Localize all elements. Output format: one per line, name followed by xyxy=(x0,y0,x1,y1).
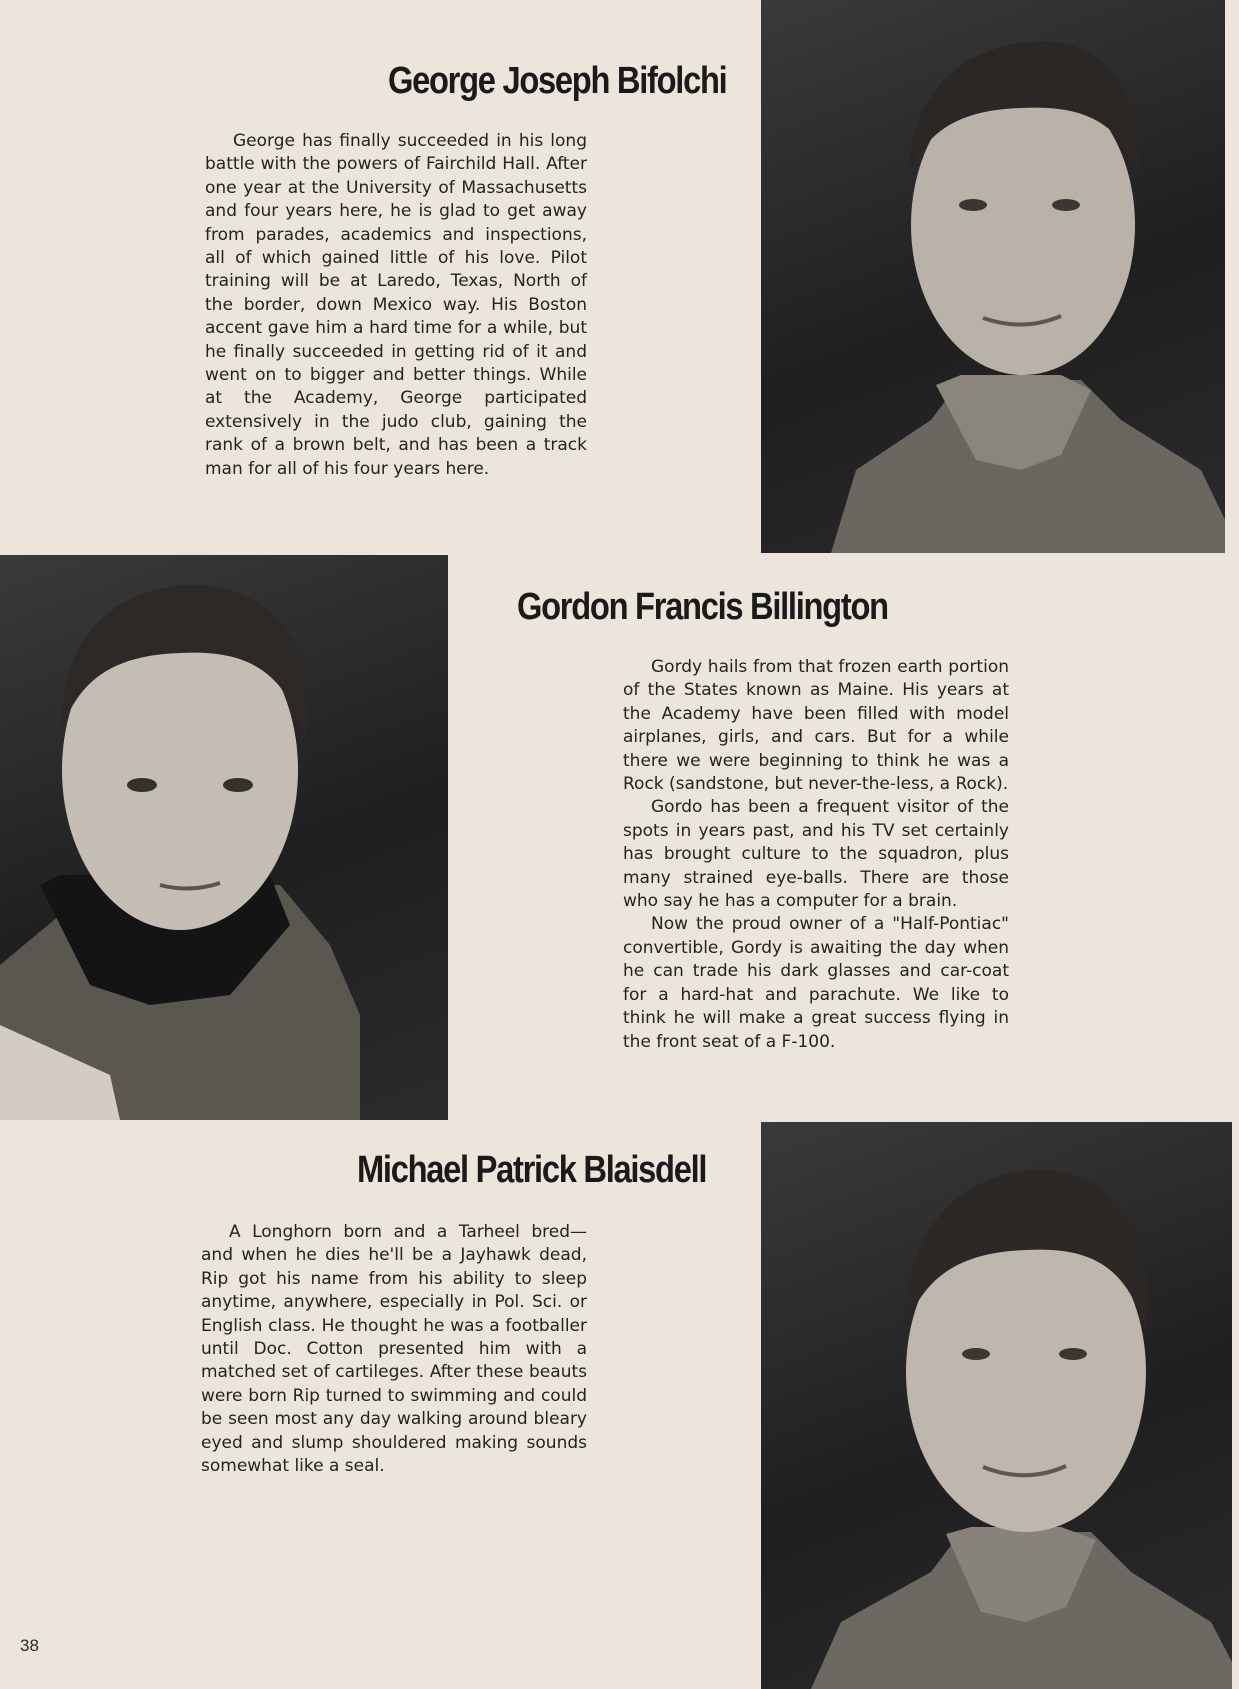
portrait-silhouette xyxy=(761,0,1225,553)
bio-blaisdell xyxy=(201,1221,587,1478)
cadet-name-bifolchi: George Joseph Bifolchi xyxy=(388,60,727,102)
bio-paragraph: A Longhorn born and a Tarheel bred— and when he dies he'll be a Jayhawk dead, Rip got his name from his ability to sleep anytime, anywhere, especially in Pol. Sci. or English class. He thought he was a footballer until Doc. Cotton presented him with a matched set of cartileges. After these beauts were born Rip turned to swimming and could be seen most any day walking around bleary eyed and slump shouldered making sounds somewhat like a seal. xyxy=(201,1222,587,1477)
bio-paragraph: George has finally succeeded in his long battle with the powers of Fairchild Hall. After one year at the University of Massachusetts and four years here, he is glad to get away from parades, academics and inspections, all of which gained little of his love. Pilot training will be at Laredo, Texas, North of the border, down Mexico way. His Boston accent gave him a hard time for a while, but he finally succeeded in getting rid of it and went on to bigger and better things. While at the Academy, George participated extensively in the judo club, gaining the rank of a brown belt, and has been a track man for all of his four years here. xyxy=(205,131,587,479)
bio-paragraph: Gordo has been a frequent visitor of the spots in years past, and his TV set certainly has brought culture to the squadron, plus many strained eye-balls. There are those who say he has a computer for a brain. xyxy=(623,797,1009,912)
bio-bifolchi xyxy=(205,130,587,481)
cadet-name-blaisdell: Michael Patrick Blaisdell xyxy=(357,1149,707,1191)
bio-billington xyxy=(623,656,1009,1054)
portrait-photo-blaisdell xyxy=(761,1122,1232,1689)
bio-paragraph: Now the proud owner of a "Half-Pontiac" convertible, Gordy is awaiting the day when he can trade his dark glasses and car-coat for a hard-hat and parachute. We like to think he will make a great success flying in the front seat of a F-100. xyxy=(623,914,1009,1052)
bio-paragraph: Gordy hails from that frozen earth portion of the States known as Maine. His years at the Academy have been filled with model airplanes, girls, and cars. But for a while there we were beginning to think he was a Rock (sandstone, but never-the-less, a Rock). xyxy=(623,657,1009,795)
cadet-name-billington: Gordon Francis Billington xyxy=(517,586,888,628)
page-number: 38 xyxy=(20,1636,39,1655)
portrait-silhouette xyxy=(761,1122,1232,1689)
portrait-photo-billington xyxy=(0,555,448,1120)
portrait-photo-bifolchi xyxy=(761,0,1225,553)
portrait-silhouette xyxy=(0,555,448,1120)
